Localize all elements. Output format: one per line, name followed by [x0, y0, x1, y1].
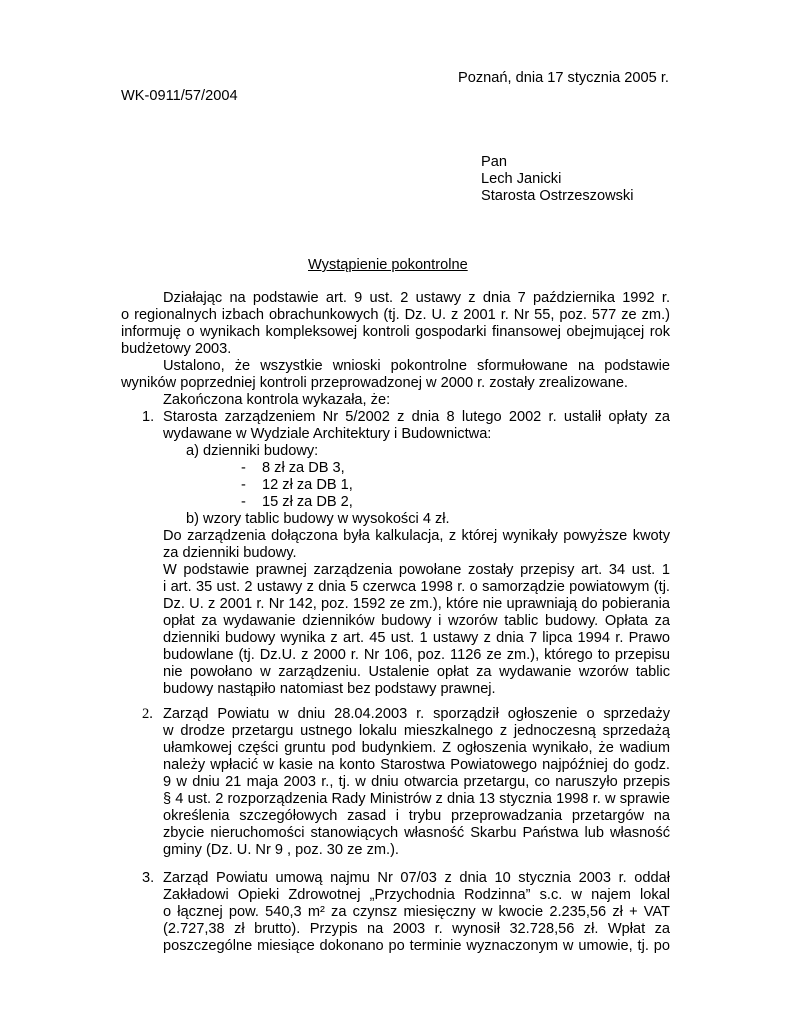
- text-line: budowy nastąpiło natomiast bez podstawy prawnej.: [163, 681, 496, 697]
- text-line: budżetowy 2003.: [121, 341, 232, 357]
- text-line: Starosta zarządzeniem Nr 5/2002 z dnia 8 lutego 2002 r. ustalił opłaty za: [163, 409, 670, 425]
- document-title: Wystąpienie pokontrolne: [308, 257, 468, 273]
- text-line: o łącznej pow. 540,3 m² za czynsz miesięczny w kwocie 2.235,56 zł + VAT: [163, 904, 670, 920]
- text-line: ułamkowej części gruntu pod budynkiem. Z ogłoszenia wynikało, że wadium: [163, 740, 670, 756]
- place-date: Poznań, dnia 17 stycznia 2005 r.: [458, 70, 669, 86]
- text-line: wydawane w Wydziale Architektury i Budownictwa:: [163, 426, 492, 442]
- text-line: określenia szczegółowych zasad i trybu przeprowadzania przetargów na: [163, 808, 670, 824]
- text-line: nie powołano w zarządzeniu. Ustalenie opłat za wydawanie wzorów tablic: [163, 664, 670, 680]
- text-line: budowlane (tj. Dz.U. z 2000 r. Nr 106, poz. 1126 ze zm.), którego to przepisu: [163, 647, 670, 663]
- dash-bullet: -: [241, 494, 246, 510]
- text-line: zbycie nieruchomości stanowiących własność Skarbu Państwa lub własność: [163, 825, 670, 841]
- sub-item-b: b) wzory tablic budowy w wysokości 4 zł.: [186, 511, 450, 527]
- text-line: (2.727,38 zł brutto). Przypis na 2003 r. wynosił 32.728,56 zł. Wpłat za: [163, 921, 670, 937]
- text-line: Do zarządzenia dołączona była kalkulacja, z której wynikały powyższe kwoty: [163, 528, 670, 544]
- text-line: Zarząd Powiatu w dniu 28.04.2003 r. sporządził ogłoszenie o sprzedaży: [163, 706, 670, 722]
- text-line: i art. 35 ust. 2 ustawy z dnia 5 czerwca 1998 r. o samorządzie powiatowym (tj.: [163, 579, 670, 595]
- text-line: opłat za wydawanie dzienników budowy i wzorów tablic budowy. Opłata za: [163, 613, 670, 629]
- dash-bullet: -: [241, 477, 246, 493]
- text-line: Zakładowi Opieki Zdrowotnej „Przychodnia Rodzinna” s.c. w najem lokal: [163, 887, 670, 903]
- text-line: o regionalnych izbach obrachunkowych (tj. Dz. U. z 2001 r. Nr 55, poz. 577 ze zm.): [121, 307, 670, 323]
- text-line: poszczególne miesiące dokonano po terminie wyznaczonym w umowie, tj. po: [163, 938, 670, 954]
- fee-line: 12 zł za DB 1,: [262, 477, 353, 493]
- sub-item-a: a) dzienniki budowy:: [186, 443, 319, 459]
- text-line: W podstawie prawnej zarządzenia powołane zostały przepisy art. 34 ust. 1: [163, 562, 670, 578]
- reference-number: WK-0911/57/2004: [121, 88, 238, 104]
- text-line: Działając na podstawie art. 9 ust. 2 ustawy z dnia 7 października 1992 r.: [163, 290, 670, 306]
- text-line: dzienniki budowy wynika z art. 45 ust. 1 ustawy z dnia 7 lipca 1994 r. Prawo: [163, 630, 670, 646]
- text-line: informuję o wynikach kompleksowej kontroli gospodarki finansowej obejmującej rok: [121, 324, 670, 340]
- item-number: 1.: [142, 409, 155, 425]
- item-number: 2.: [142, 706, 153, 722]
- summary-intro: Zakończona kontrola wykazała, że:: [163, 392, 391, 408]
- text-line: wyników poprzedniej kontroli przeprowadzonej w 2000 r. zostały zrealizowane.: [121, 375, 628, 391]
- fee-line: 15 zł za DB 2,: [262, 494, 353, 510]
- text-line: w drodze przetargu ustnego lokalu mieszkalnego z jednoczesną sprzedażą: [163, 723, 670, 739]
- text-line: 9 w dniu 21 maja 2003 r., tj. w dniu otwarcia przetargu, co naruszyło przepis: [163, 774, 670, 790]
- addressee-line: Starosta Ostrzeszowski: [481, 188, 634, 204]
- item-number: 3.: [142, 870, 155, 886]
- dash-bullet: -: [241, 460, 246, 476]
- text-line: Zarząd Powiatu umową najmu Nr 07/03 z dnia 10 stycznia 2003 r. oddał: [163, 870, 670, 886]
- text-line: Ustalono, że wszystkie wnioski pokontrolne sformułowane na podstawie: [163, 358, 670, 374]
- fee-line: 8 zł za DB 3,: [262, 460, 345, 476]
- text-line: § 4 ust. 2 rozporządzenia Rady Ministrów z dnia 13 stycznia 1998 r. w sprawie: [163, 791, 670, 807]
- text-line: Dz. U. z 2001 r. Nr 142, poz. 1592 ze zm.), które nie uprawniają do pobierania: [163, 596, 670, 612]
- addressee-line: Lech Janicki: [481, 171, 562, 187]
- text-line: za dzienniki budowy.: [163, 545, 297, 561]
- text-line: gminy (Dz. U. Nr 9 , poz. 30 ze zm.).: [163, 842, 399, 858]
- addressee-line: Pan: [481, 154, 507, 170]
- text-line: należy wpłacić w kasie na konto Starostwa Powiatowego najpóźniej do godz.: [163, 757, 670, 773]
